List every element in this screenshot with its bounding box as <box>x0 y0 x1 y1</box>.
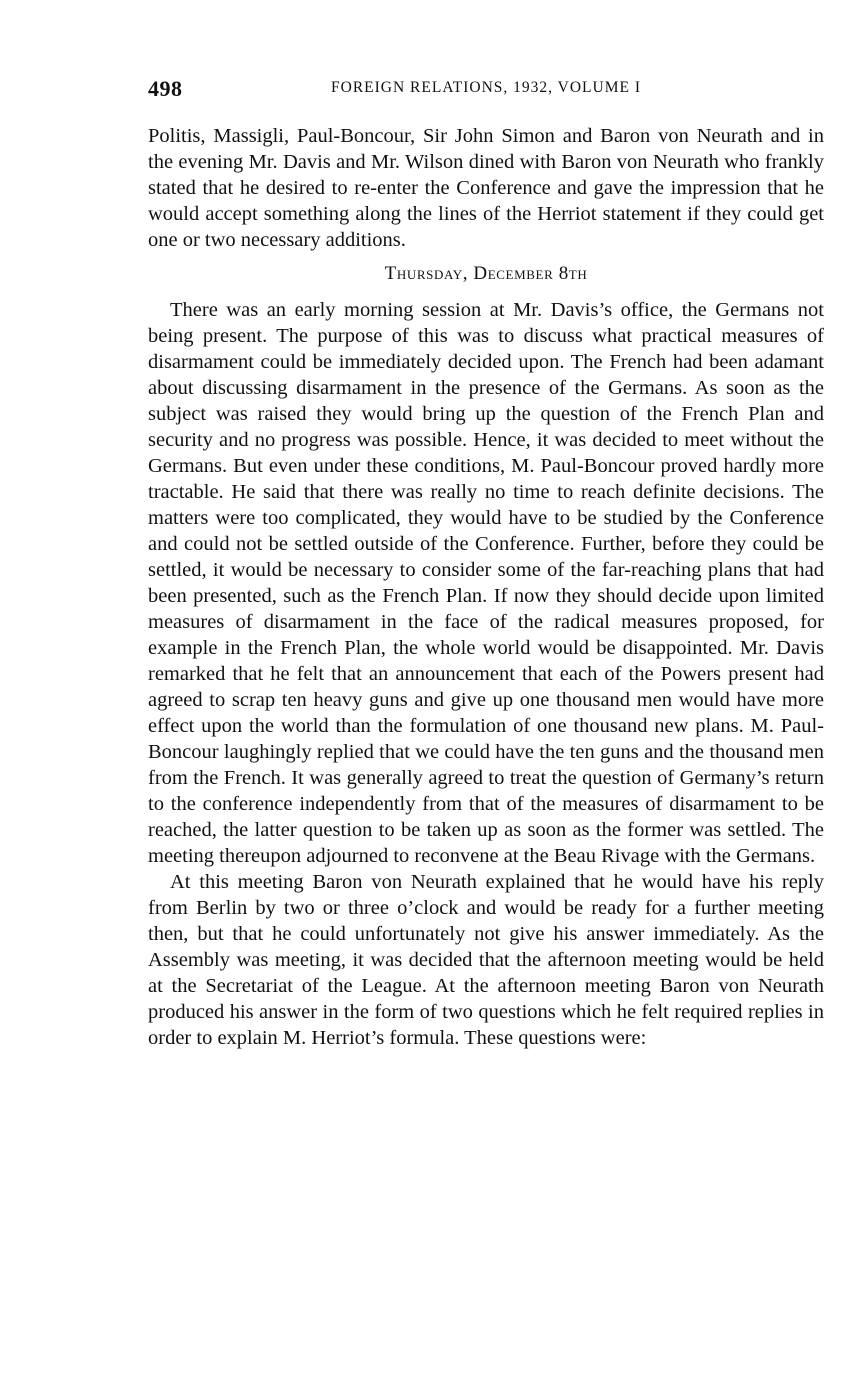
page-header <box>148 74 824 104</box>
paragraph-3: At this meeting Baron von Neurath explained that he would have his reply from Berlin by two or three o’clock and would be ready for a further meeting then, but that he could unfortunately not give his answer immediately. As the Assembly was meeting, it was decided that the afternoon meeting would be held at the Secretariat of the League. At the afternoon meeting Baron von Neurath produced his answer in the form of two questions which he felt required replies in order to explain M. Herriot’s formula. These questions were: <box>148 871 824 1049</box>
paragraph-1: Politis, Massigli, Paul-Boncour, Sir John Simon and Baron von Neurath and in the evening Mr. Davis and Mr. Wilson dined with Baron von Neurath who frankly stated that he desired to re-enter the Conference and gave the impression that he would accept something along the lines of the Herriot statement if they could get one or two necessary additions. <box>148 125 824 251</box>
page-number: 498 <box>148 76 183 101</box>
body-text <box>148 123 824 1051</box>
running-head: FOREIGN RELATIONS, 1932, VOLUME I <box>331 79 641 96</box>
paragraph-2: There was an early morning session at Mr. Davis’s office, the Germans not being present. The purpose of this was to discuss what practical measures of disarmament could be immediately decided upon. The French had been adamant about discussing disarmament in the presence of the Germans. As soon as the subject was raised they would bring up the question of the French Plan and security and no progress was possible. Hence, it was decided to meet without the Germans. But even under these conditions, M. Paul-Boncour proved hardly more tractable. He said that there was really no time to reach definite decisions. The matters were too complicated, they would have to be studied by the Conference and could not be settled outside of the Conference. Further, before they could be settled, it would be necessary to consider some of the far-reaching plans that had been presented, such as the French Plan. If now they should decide upon limited measures of disarmament in the face of the radical measures proposed, for example in the French Plan, the whole world would be disappointed. Mr. Davis remarked that he felt that an announcement that each of the Powers present had agreed to scrap ten heavy guns and give up one thousand men would have more effect upon the world than the formulation of one thousand new plans. M. Paul-Boncour laughingly replied that we could have the ten guns and the thousand men from the French. It was generally agreed to treat the question of Germany’s return to the conference independently from that of the measures of disarmament to be reached, the latter question to be taken up as soon as the former was settled. The meeting thereupon adjourned to reconvene at the Beau Rivage with the Germans. <box>148 299 824 867</box>
section-heading: Thursday, December 8th <box>384 263 588 284</box>
